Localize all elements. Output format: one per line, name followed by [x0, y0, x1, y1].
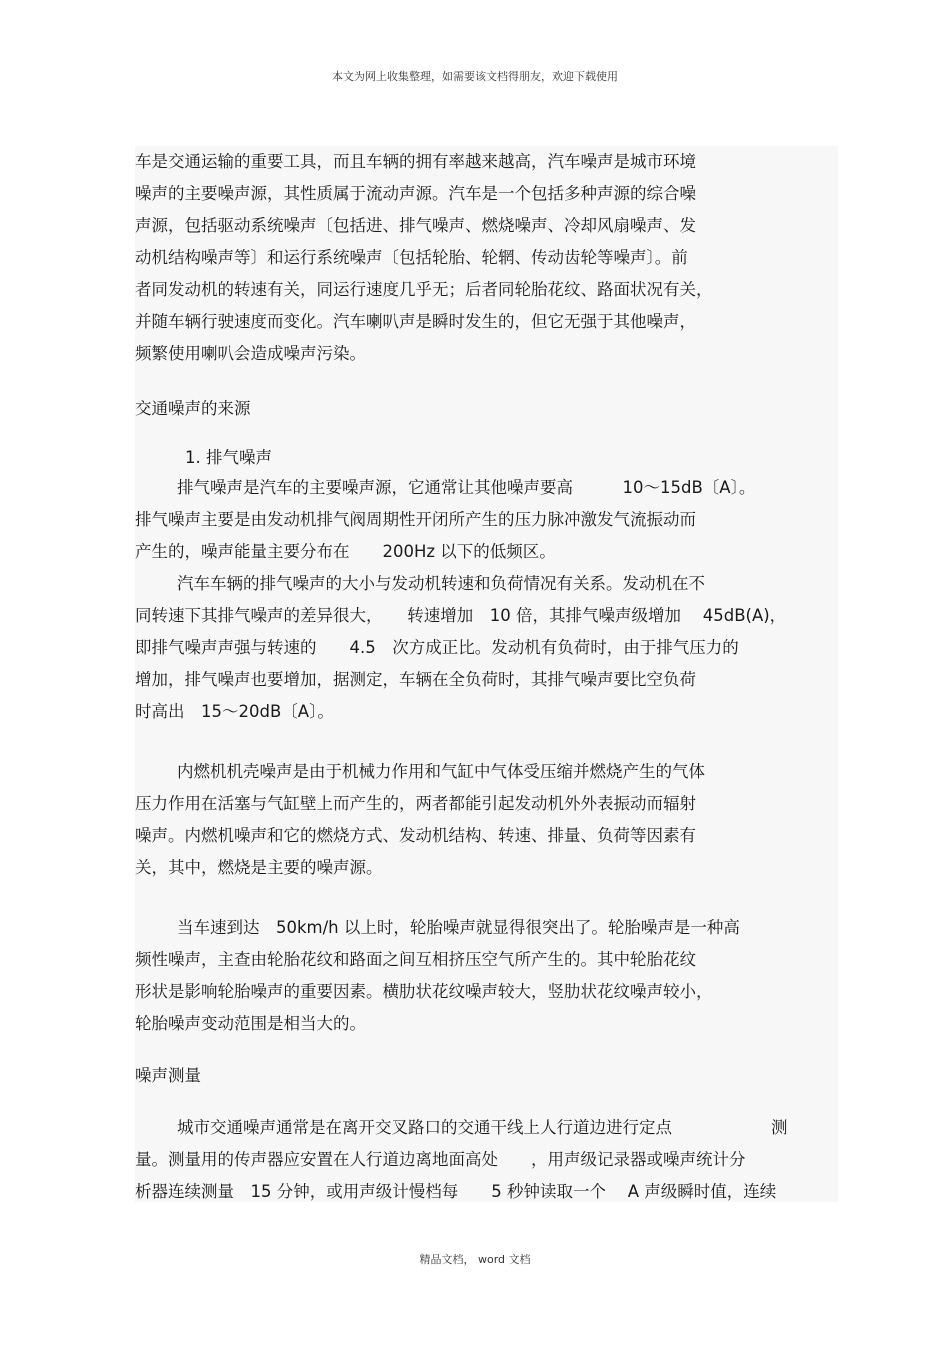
paragraph-line: 同转速下其排气噪声的差异很大， 转速增加 10 倍，其排气噪声级增加 45dB(A)， [135, 606, 787, 625]
paragraph-line: 车是交通运输的重要工具，而且车辆的拥有率越来越高，汽车噪声是城市环境 [135, 152, 696, 171]
paragraph-line: 压力作用在活塞与气缸壁上而产生的，两者都能引起发动机外外表振动而辐射 [135, 794, 696, 813]
paragraph-line: 噪声。内燃机噪声和它的燃烧方式、发动机结构、转速、排量、负荷等因素有 [135, 826, 696, 845]
section-heading: 交通噪声的来源 [135, 399, 251, 418]
paragraph-line: 析器连续测量 15 分钟，或用声级计慢档每 5 秒钟读取一个 A 声级瞬时值，连续 [135, 1182, 777, 1201]
paragraph-line: 量。测量用的传声器应安置在人行道边离地面高处 ，用声级记录器或噪声统计分 [135, 1150, 746, 1169]
paragraph-line: 声源，包括驱动系统噪声〔包括进、排气噪声、燃烧噪声、冷却风扇噪声、发 [135, 216, 696, 235]
paragraph-line: 关，其中，燃烧是主要的噪声源。 [135, 858, 383, 877]
paragraph-line: 增加，排气噪声也要增加，据测定，车辆在全负荷时，其排气噪声要比空负荷 [135, 670, 696, 689]
document-body [135, 146, 838, 1202]
page-header: 本文为网上收集整理，如需要该文档得朋友，欢迎下载使用 [332, 70, 618, 83]
paragraph-line: 频性噪声，主查由轮胎花纹和路面之间互相挤压空气所产生的。其中轮胎花纹 [135, 950, 696, 969]
paragraph-line: 内燃机机壳噪声是由于机械力作用和气缸中气体受压缩并燃烧产生的气体 [177, 762, 705, 781]
paragraph-line: 排气噪声是汽车的主要噪声源，它通常让其他噪声要高 10～15dB〔A〕。 [177, 478, 756, 497]
page-footer: 精品文档， word 文档 [419, 1253, 531, 1266]
paragraph-line: 动机结构噪声等〕和运行系统噪声〔包括轮胎、轮辋、传动齿轮等噪声〕。前 [135, 248, 688, 267]
section-heading: 噪声测量 [135, 1066, 201, 1085]
paragraph-line: 城市交通噪声通常是在离开交叉路口的交通干线上人行道边进行定点 测 [177, 1118, 788, 1137]
paragraph-line: 汽车车辆的排气噪声的大小与发动机转速和负荷情况有关系。发动机在不 [177, 574, 705, 593]
paragraph-line: 频繁使用喇叭会造成噪声污染。 [135, 344, 366, 363]
paragraph-line: 当车速到达 50km/h 以上时，轮胎噪声就显得很突出了。轮胎噪声是一种高 [177, 918, 740, 937]
paragraph-line: 时高出 15～20dB〔A〕。 [135, 702, 334, 721]
paragraph-line: 并随车辆行驶速度而变化。汽车喇叭声是瞬时发生的，但它无强于其他噪声， [135, 312, 696, 331]
paragraph-line: 轮胎噪声变动范围是相当大的。 [135, 1014, 366, 1033]
paragraph-line: 排气噪声主要是由发动机排气阀周期性开闭所产生的压力脉冲激发气流振动而 [135, 510, 696, 529]
paragraph-line: 噪声的主要噪声源，其性质属于流动声源。汽车是一个包括多种声源的综合噪 [135, 184, 696, 203]
paragraph-line: 产生的，噪声能量主要分布在 200Hz 以下的低频区。 [135, 542, 556, 561]
subsection-heading: 1. 排气噪声 [185, 448, 272, 467]
paragraph-line: 即排气噪声声强与转速的 4.5 次方成正比。发动机有负荷时，由于排气压力的 [135, 638, 739, 657]
paragraph-line: 者同发动机的转速有关，同运行速度几乎无；后者同轮胎花纹、路面状况有关， [135, 280, 713, 299]
paragraph-line: 形状是影响轮胎噪声的重要因素。横肋状花纹噪声较大，竖肋状花纹噪声较小， [135, 982, 713, 1001]
